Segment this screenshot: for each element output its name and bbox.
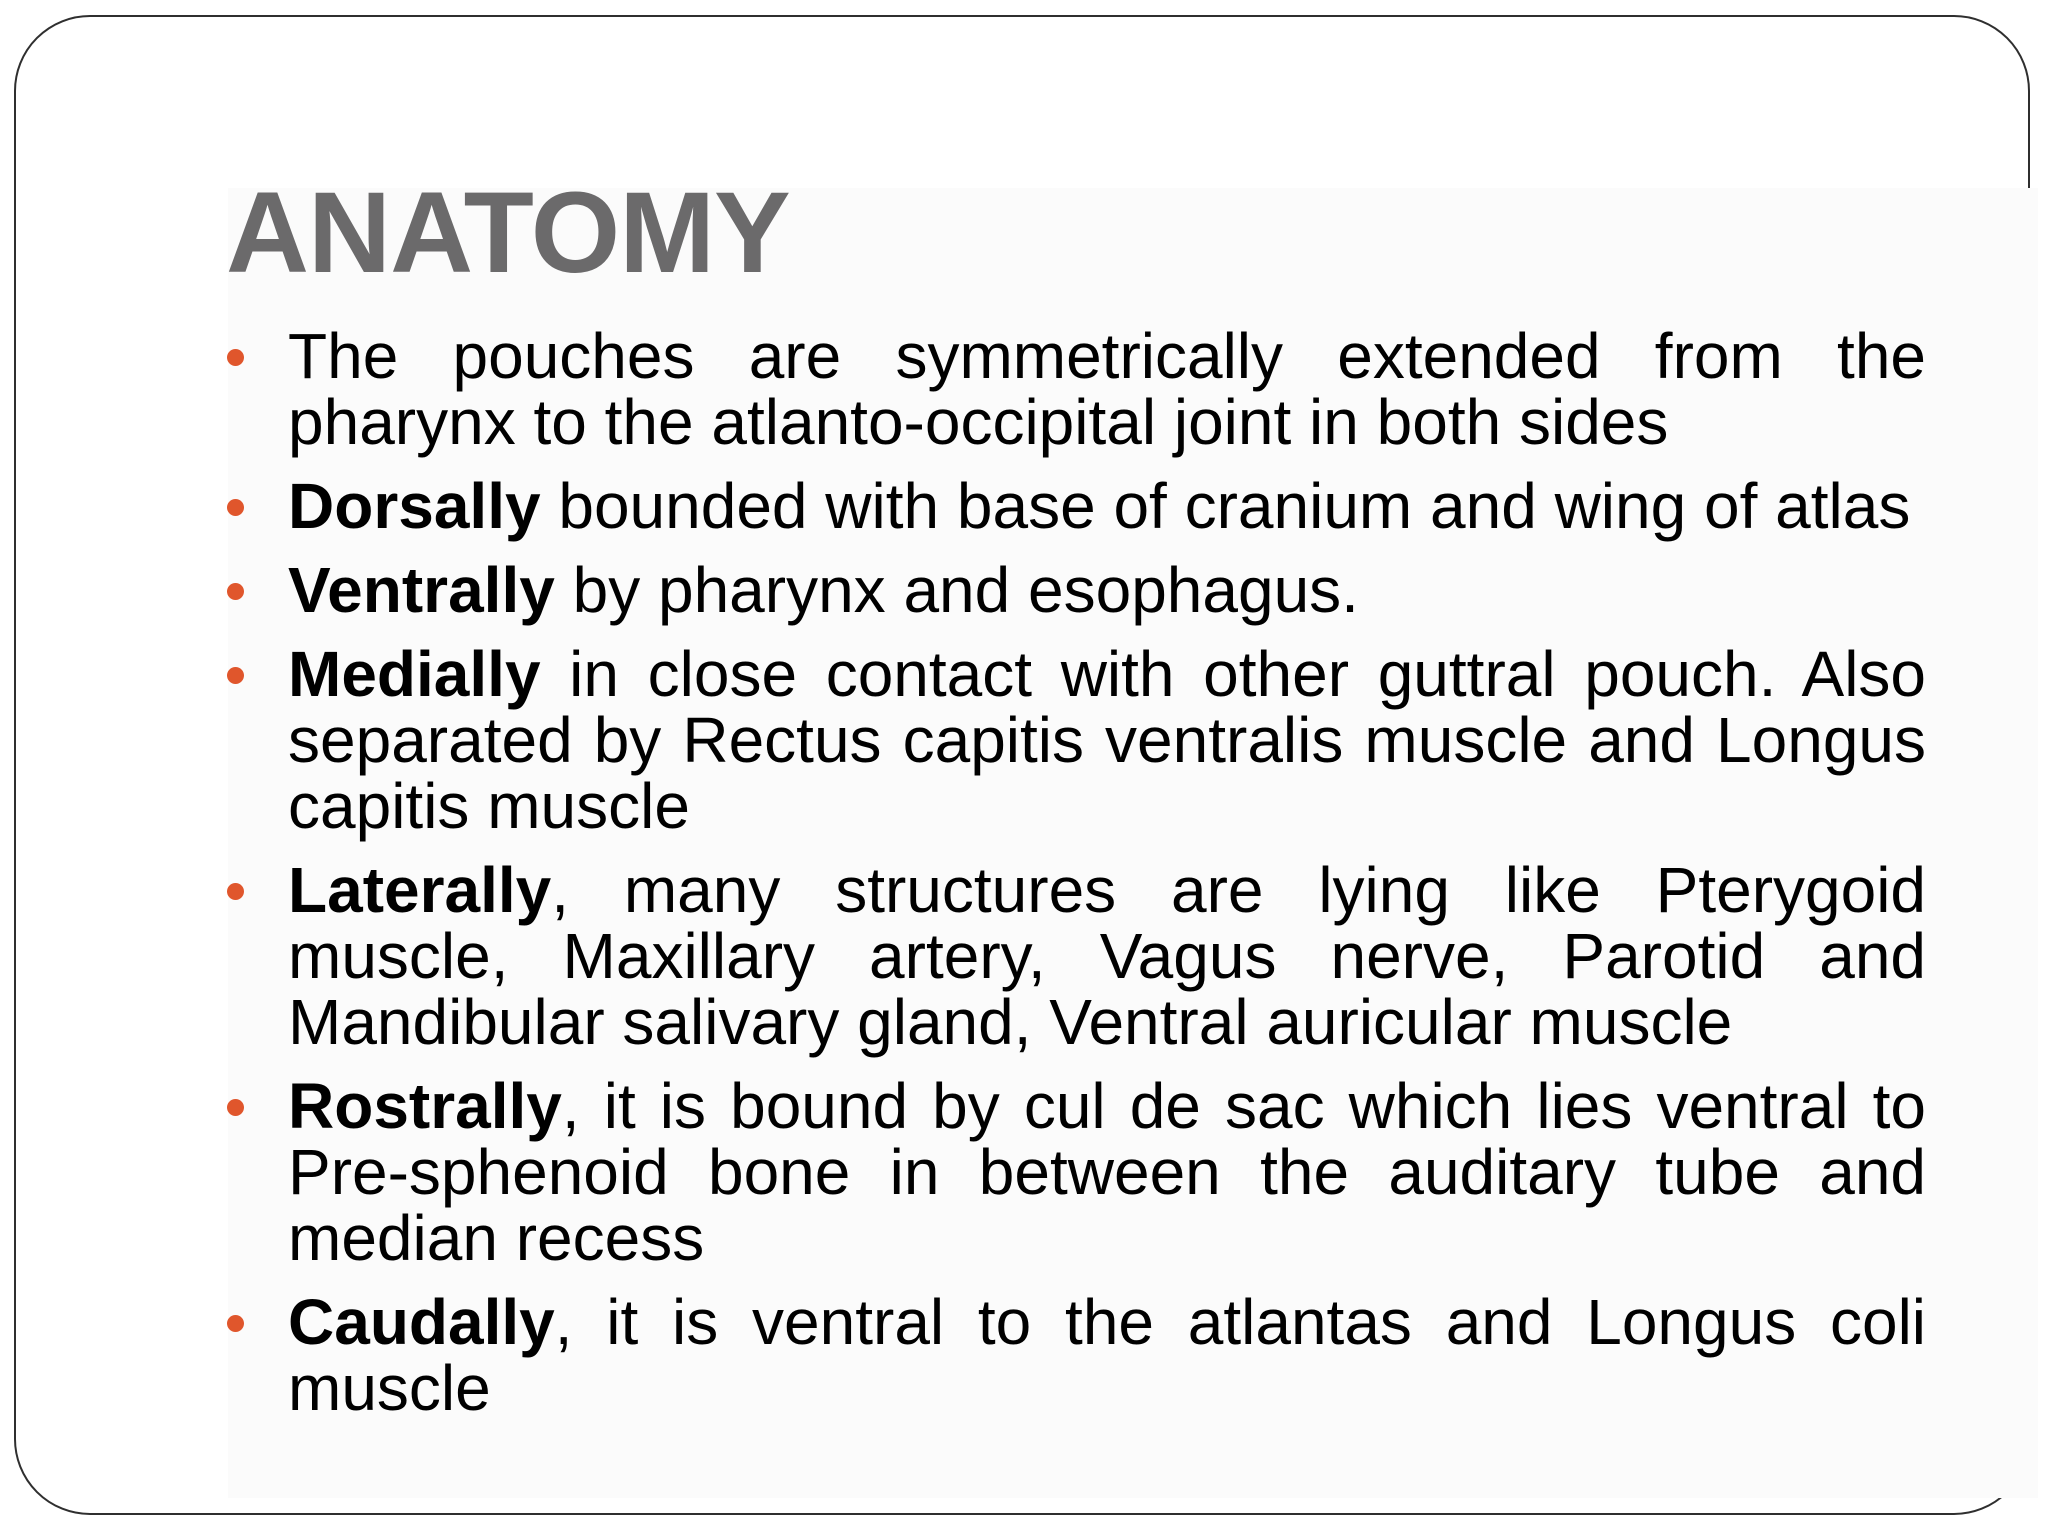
bullet-dot-icon: [227, 1315, 244, 1332]
bullet-item-rostrally: [288, 1070, 1926, 1274]
bullet-item-pouches-extent: [288, 320, 1926, 458]
bullet-text: in close contact with other guttral pouch. Also separated by Rectus capitis ventralis muscle and Longus capitis muscle: [288, 638, 1926, 842]
bullet-dot-icon: [227, 1099, 244, 1116]
bullet-text: , it is ventral to the atlantas and Longus coli muscle: [288, 1286, 1926, 1424]
bullet-list: [288, 320, 1926, 1439]
bullet-text: , it is bound by cul de sac which lies ventral to Pre-sphenoid bone in between the auditary tube and median recess: [288, 1070, 1926, 1274]
bullet-lead-term: Laterally: [288, 854, 552, 926]
slide-title: ANATOMY: [226, 169, 790, 297]
bullet-text: , many structures are lying like Pterygoid muscle, Maxillary artery, Vagus nerve, Parotid and Mandibular salivary gland, Ventral auricular muscle: [288, 854, 1926, 1058]
bullet-text: by pharynx and esophagus.: [554, 554, 1359, 626]
bullet-item-laterally: [288, 854, 1926, 1058]
bullet-item-ventrally: [288, 554, 1926, 626]
bullet-item-caudally: [288, 1286, 1926, 1424]
bullet-dot-icon: [227, 499, 244, 516]
bullet-dot-icon: [227, 883, 244, 900]
bullet-lead-term: Ventrally: [288, 554, 555, 626]
bullet-dot-icon: [227, 349, 244, 366]
bullet-text: The pouches are symmetrically extended from the pharynx to the atlanto-occipital joint in both sides: [288, 320, 1926, 458]
bullet-lead-term: Medially: [288, 638, 541, 710]
bullet-lead-term: Rostrally: [288, 1070, 562, 1142]
bullet-lead-term: Dorsally: [288, 470, 541, 542]
bullet-lead-term: Caudally: [288, 1286, 555, 1358]
bullet-text: bounded with base of cranium and wing of atlas: [540, 470, 1911, 542]
bullet-dot-icon: [227, 583, 244, 600]
bullet-item-dorsally: [288, 470, 1926, 542]
bullet-dot-icon: [227, 667, 244, 684]
bullet-item-medially: [288, 638, 1926, 842]
